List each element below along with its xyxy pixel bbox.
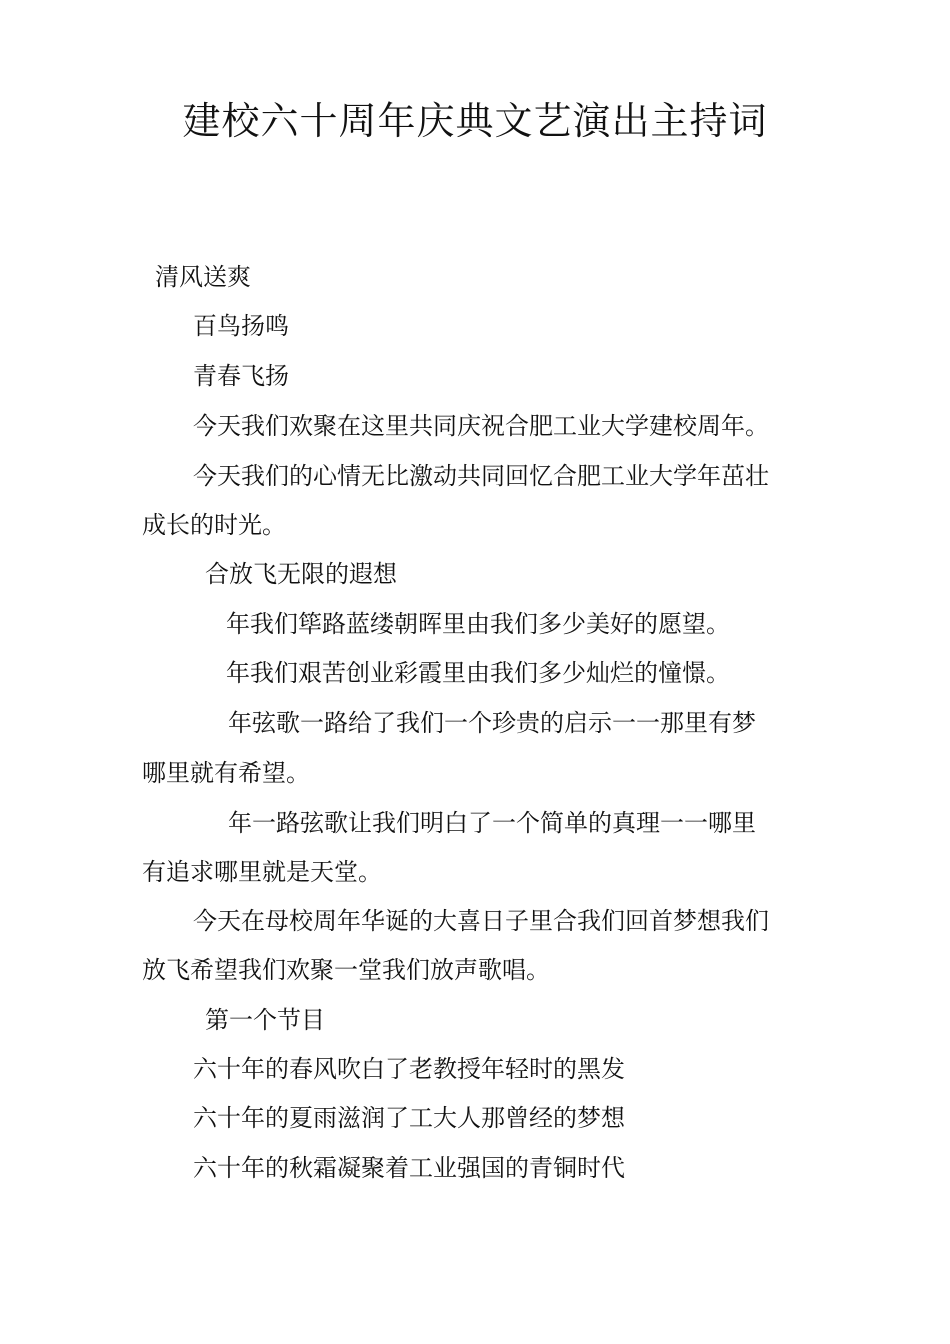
- text-line: 今天在母校周年华诞的大喜日子里合我们回首梦想我们: [193, 907, 769, 935]
- text-line: 合放飞无限的遐想: [205, 560, 397, 588]
- text-line: 第一个节目: [205, 1006, 325, 1034]
- text-line: 年我们艰苦创业彩霞里由我们多少灿烂的憧憬。: [226, 659, 730, 687]
- text-line: 清风送爽: [155, 263, 251, 291]
- text-line: 今天我们的心情无比激动共同回忆合肥工业大学年茁壮: [193, 462, 769, 490]
- text-line: 年弦歌一路给了我们一个珍贵的启示一一那里有梦: [228, 709, 756, 737]
- text-line: 六十年的春风吹白了老教授年轻时的黑发: [193, 1055, 625, 1083]
- text-line: 年一路弦歌让我们明白了一个简单的真理一一哪里: [228, 809, 756, 837]
- text-line: 有追求哪里就是天堂。: [142, 858, 382, 886]
- text-line: 年我们筚路蓝缕朝晖里由我们多少美好的愿望。: [226, 610, 730, 638]
- text-line: 六十年的夏雨滋润了工大人那曾经的梦想: [193, 1104, 625, 1132]
- text-line: 今天我们欢聚在这里共同庆祝合肥工业大学建校周年。: [193, 412, 769, 440]
- text-line: 放飞希望我们欢聚一堂我们放声歌唱。: [142, 956, 550, 984]
- text-line: 百鸟扬鸣: [193, 312, 289, 340]
- text-line: 成长的时光。: [142, 511, 286, 539]
- text-line: 六十年的秋霜凝聚着工业强国的青铜时代: [193, 1154, 625, 1182]
- text-line: 青春飞扬: [193, 362, 289, 390]
- document-title: 建校六十周年庆典文艺演出主持词: [182, 99, 768, 143]
- text-line: 哪里就有希望。: [142, 759, 310, 787]
